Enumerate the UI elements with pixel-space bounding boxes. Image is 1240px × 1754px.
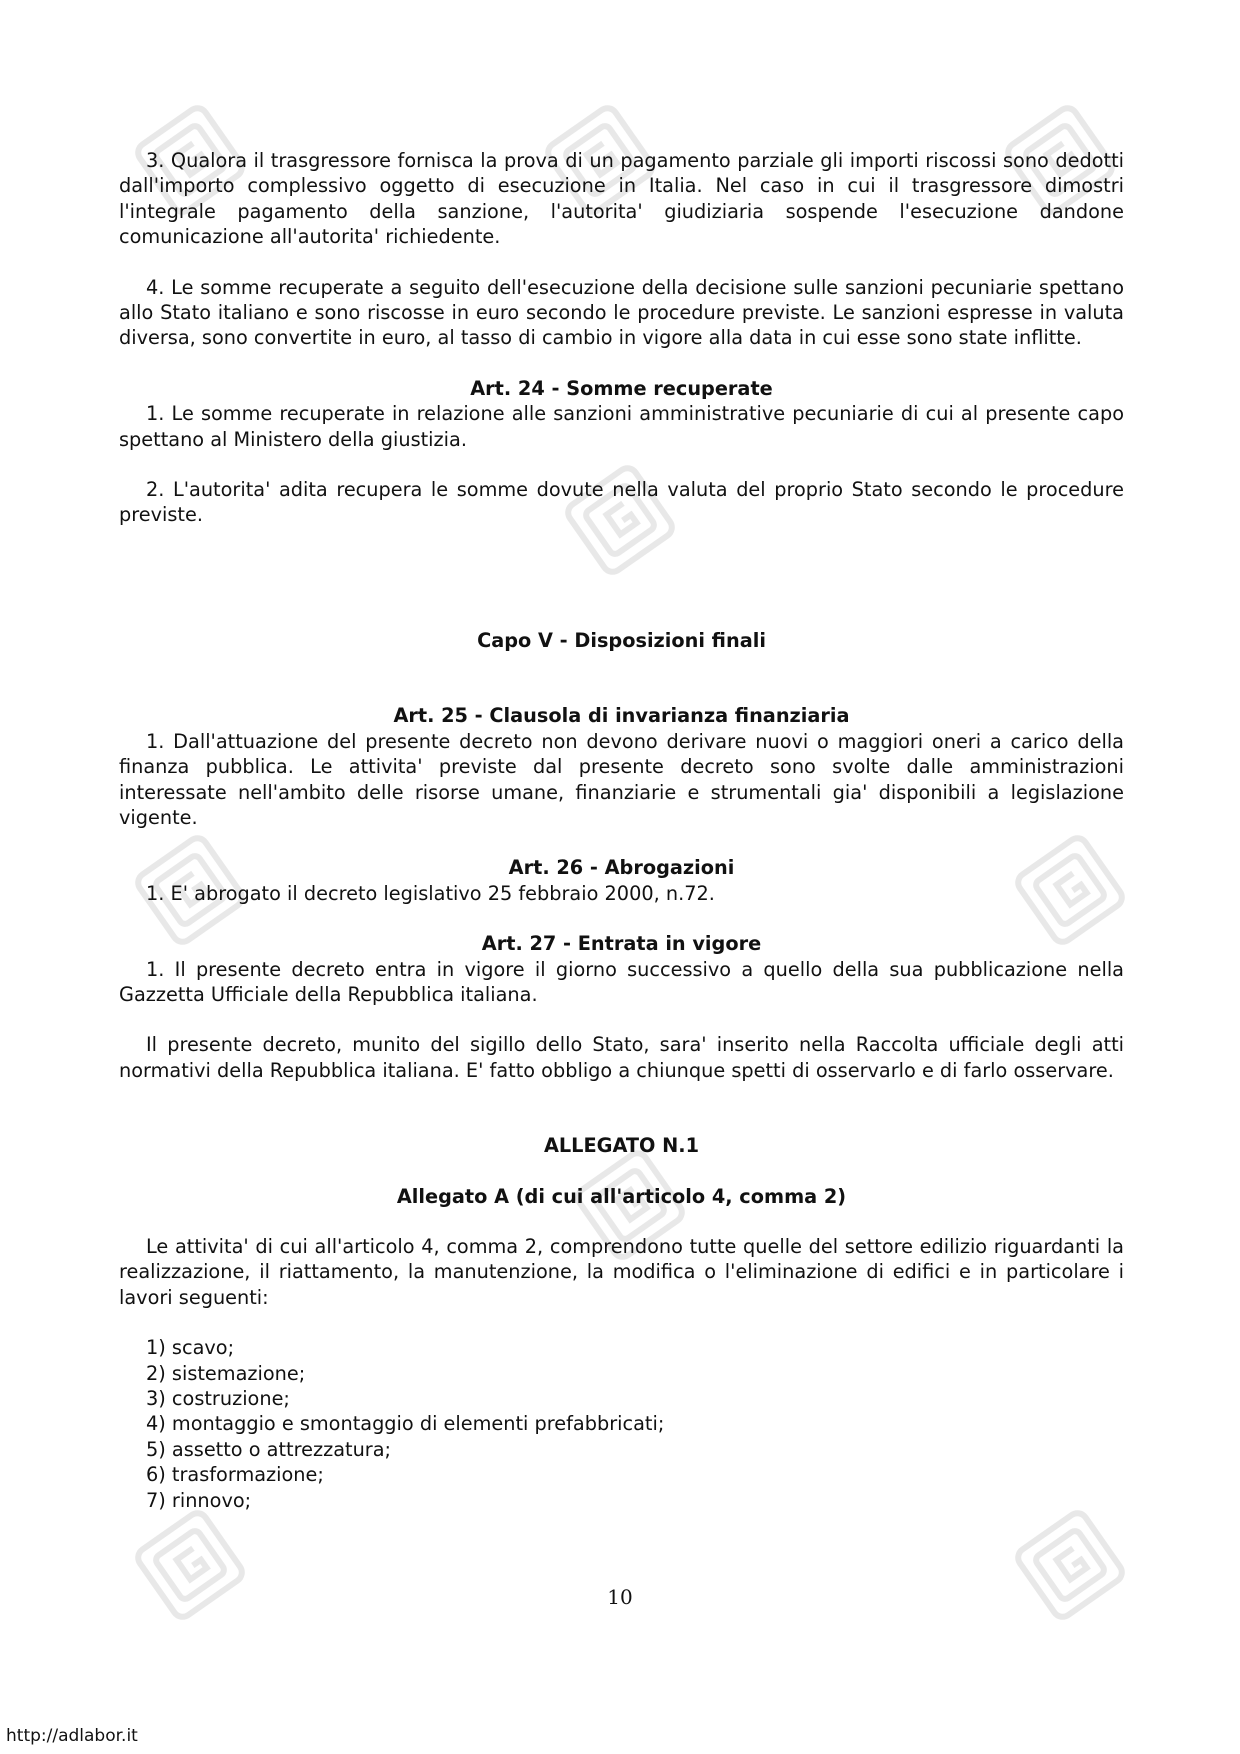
allegato-paragraph: Le attivita' di cui all'articolo 4, comma 2, comprendono tutte quelle del settore edilizio riguardanti la realizzazione, il riattamento, la manutenzione, la modifica o l'eliminazione di edifici e in particolare i lavori seguenti: (119, 1234, 1124, 1309)
document-body (119, 148, 1124, 1513)
list-item: 6) trasformazione; (146, 1463, 324, 1487)
art-24-paragraph-2: 2. L'autorita' adita recupera le somme dovute nella valuta del proprio Stato secondo le procedure previste. (119, 478, 1124, 527)
works-list (119, 1335, 1124, 1513)
capo-v-heading: Capo V - Disposizioni finali (477, 628, 766, 652)
allegato-a-heading: Allegato A (di cui all'articolo 4, comma 2) (396, 1184, 847, 1208)
art-25-heading: Art. 25 - Clausola di invarianza finanziaria (393, 704, 850, 728)
page-number: 10 (607, 1585, 633, 1609)
art-24-paragraph-1: 1. Le somme recuperate in relazione alle sanzioni amministrative pecuniarie di cui al presente capo spettano al Ministero della giustizia. (119, 402, 1124, 451)
closing-paragraph: Il presente decreto, munito del sigillo dello Stato, sara' inserito nella Raccolta ufficiale degli atti normativi della Repubblica italiana. E' fatto obbligo a chiunque spetti di osservarlo e di farlo osservare. (119, 1033, 1124, 1082)
list-item: 3) costruzione; (146, 1387, 290, 1410)
art-27-heading: Art. 27 - Entrata in vigore (481, 932, 762, 956)
list-item: 1) scavo; (146, 1336, 235, 1360)
paragraph-4: 4. Le somme recuperate a seguito dell'esecuzione della decisione sulle sanzioni pecuniarie spettano allo Stato italiano e sono riscosse in euro secondo le procedure previste. Le sanzioni espresse in valuta diversa, sono convertite in euro, al tasso di cambio in vigore alla data in cui esse sono state inflitte. (119, 275, 1124, 350)
art-26-paragraph-1: 1. E' abrogato il decreto legislativo 25 febbraio 2000, n.72. (146, 881, 715, 905)
paragraph-3: 3. Qualora il trasgressore fornisca la prova di un pagamento parziale gli importi riscossi sono dedotti dall'importo complessivo oggetto di esecuzione in Italia. Nel caso in cui il trasgressore dimostri l'integrale pagamento della sanzione, l'autorita' giudiziaria sospende l'esecuzione dandone comunicazione all'autorita' richiedente. (119, 149, 1124, 249)
art-25-paragraph-1: 1. Dall'attuazione del presente decreto non devono derivare nuovi o maggiori oneri a carico della finanza pubblica. Le attivita' previste dal presente decreto sono svolte dalle amministrazioni interessate nell'ambito delle risorse umane, finanziarie e strumentali gia' disponibili a legislazione vigente. (119, 729, 1124, 829)
list-item: 2) sistemazione; (146, 1361, 306, 1385)
footer-url[interactable]: http://adlabor.it (6, 1726, 138, 1746)
list-item: 4) montaggio e smontaggio di elementi prefabbricati; (146, 1412, 665, 1436)
art-27-paragraph-1: 1. Il presente decreto entra in vigore il giorno successivo a quello della sua pubblicazione nella Gazzetta Ufficiale della Repubblica italiana. (119, 957, 1124, 1006)
art-24-heading: Art. 24 - Somme recuperate (470, 376, 773, 400)
allegato-heading: ALLEGATO N.1 (543, 1134, 700, 1158)
list-item: 5) assetto o attrezzatura; (146, 1437, 392, 1461)
list-item: 7) rinnovo; (146, 1488, 252, 1512)
art-26-heading: Art. 26 - Abrogazioni (508, 856, 735, 880)
